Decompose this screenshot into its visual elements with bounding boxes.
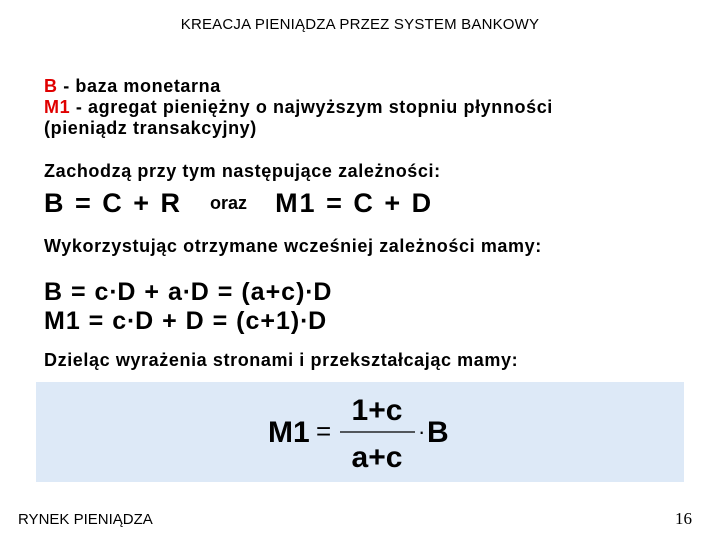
definition-continuation: (pieniądz transakcyjny) — [44, 118, 257, 138]
definition-symbol-m1: M1 — [44, 97, 71, 117]
base-equations — [44, 188, 433, 219]
derived-equations — [44, 278, 332, 336]
derived-equation-m1: M1 = c∙D + D = (c+1)∙D — [44, 307, 328, 335]
definition-b — [44, 76, 553, 97]
formula-equals: = — [316, 416, 332, 446]
formula-rhs: B — [427, 416, 449, 449]
page-number: 16 — [675, 509, 692, 528]
equation-b: B = C + R — [44, 188, 183, 218]
formula-denominator: a+c — [351, 441, 403, 474]
formula-svg — [36, 382, 684, 482]
definition-m1 — [44, 97, 553, 118]
intro-dividing: Dzieląc wyrażenia stronami i przekształcając mamy: — [44, 350, 519, 370]
definition-text-b: - baza monetarna — [57, 76, 221, 96]
formula-times: · — [418, 419, 426, 444]
conjunction-oraz: oraz — [210, 193, 248, 213]
slide-title: KREACJA PIENIĄDZA PRZEZ SYSTEM BANKOWY — [180, 16, 540, 33]
definitions — [44, 76, 553, 139]
intro-using: Wykorzystując otrzymane wcześniej zależności mamy: — [44, 236, 542, 256]
equation-m1: M1 = C + D — [275, 188, 434, 218]
definition-symbol-b: B — [44, 76, 58, 96]
formula-box — [36, 382, 684, 482]
formula-lhs: M1 — [268, 416, 310, 449]
formula-numerator: 1+c — [351, 394, 403, 427]
intro-relations: Zachodzą przy tym następujące zależności: — [44, 161, 441, 181]
derived-equation-b: B = c∙D + a∙D = (a+c)∙D — [44, 278, 333, 306]
footer-label: RYNEK PIENIĄDZA — [18, 511, 153, 528]
definition-text-m1: - agregat pieniężny o najwyższym stopniu płynności — [70, 97, 553, 117]
